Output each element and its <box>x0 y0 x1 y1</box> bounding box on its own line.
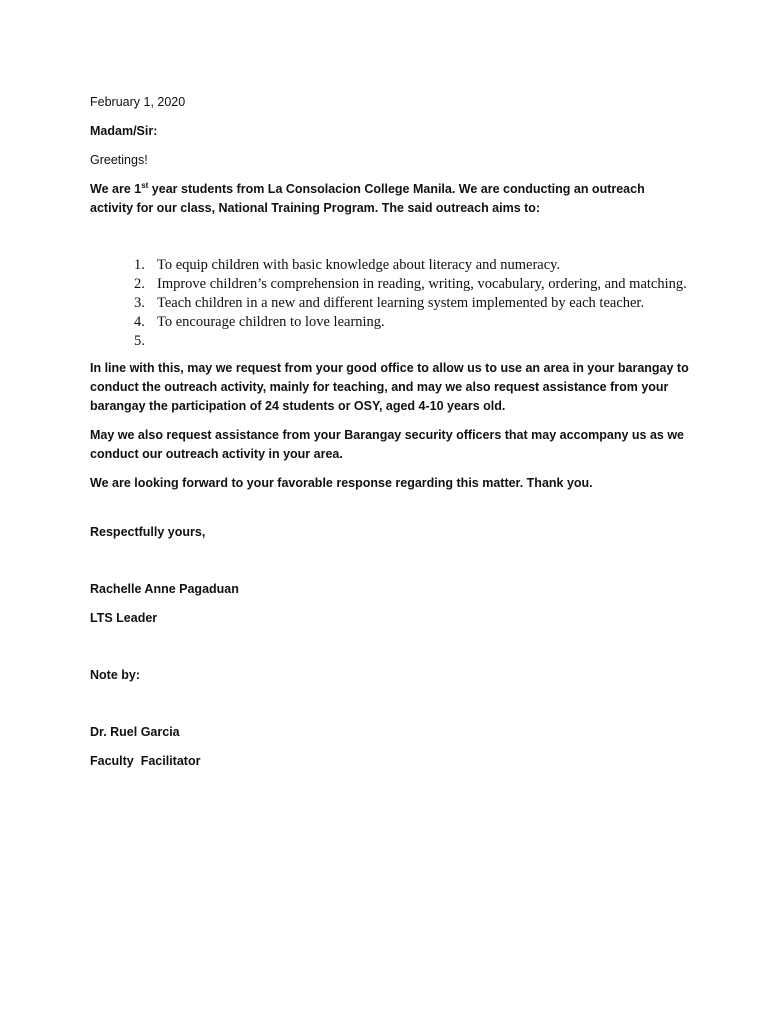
aim-item <box>134 275 690 294</box>
aim-number: 1. <box>134 257 145 273</box>
letter-body <box>90 93 690 771</box>
thanks-paragraph: We are looking forward to your favorable response regarding this matter. Thank you. <box>90 476 593 490</box>
request-paragraph: In line with this, may we request from your good office to allow us to use an area in your barangay to conduct the outreach activity, mainly for teaching, and may we also request assistance from your barangay the participation of 24 students or OSY, aged 4-10 years old. <box>90 361 689 413</box>
facilitator-name: Dr. Ruel Garcia <box>90 725 180 739</box>
signer-name: Rachelle Anne Pagaduan <box>90 582 239 596</box>
intro-paragraph <box>90 180 690 218</box>
aim-item <box>134 313 690 332</box>
aim-item <box>134 332 690 351</box>
facilitator-title: Faculty Facilitator <box>90 754 201 768</box>
aim-text: Teach children in a new and different learning system implemented by each teacher. <box>157 295 645 311</box>
aim-number: 4. <box>134 314 145 330</box>
intro-text-start: We are 1 <box>90 182 142 196</box>
salutation: Madam/Sir: <box>90 124 158 138</box>
aim-text: To encourage children to love learning. <box>157 314 385 330</box>
signer-title: LTS Leader <box>90 611 158 625</box>
aims-list <box>90 256 690 351</box>
aim-text: To equip children with basic knowledge about literacy and numeracy. <box>157 257 561 273</box>
aim-number: 2. <box>134 276 145 292</box>
aim-text: Improve children’s comprehension in reading, writing, vocabulary, ordering, and matching. <box>157 276 687 292</box>
note-by-label: Note by: <box>90 668 140 682</box>
ordinal-suffix: st <box>141 180 149 190</box>
aim-item <box>134 294 690 313</box>
closing: Respectfully yours, <box>90 525 206 539</box>
letter-date: February 1, 2020 <box>90 95 186 109</box>
aim-number: 5. <box>134 333 145 349</box>
aim-number: 3. <box>134 295 145 311</box>
aim-item <box>134 256 690 275</box>
greeting: Greetings! <box>90 153 148 167</box>
intro-text-rest: year students from La Consolacion College Manila. We are conducting an outreach activity for our class, National Training Program. The said outreach aims to: <box>90 182 645 215</box>
security-paragraph: May we also request assistance from your Barangay security officers that may accompany us as we conduct our outreach activity in your area. <box>90 428 684 461</box>
